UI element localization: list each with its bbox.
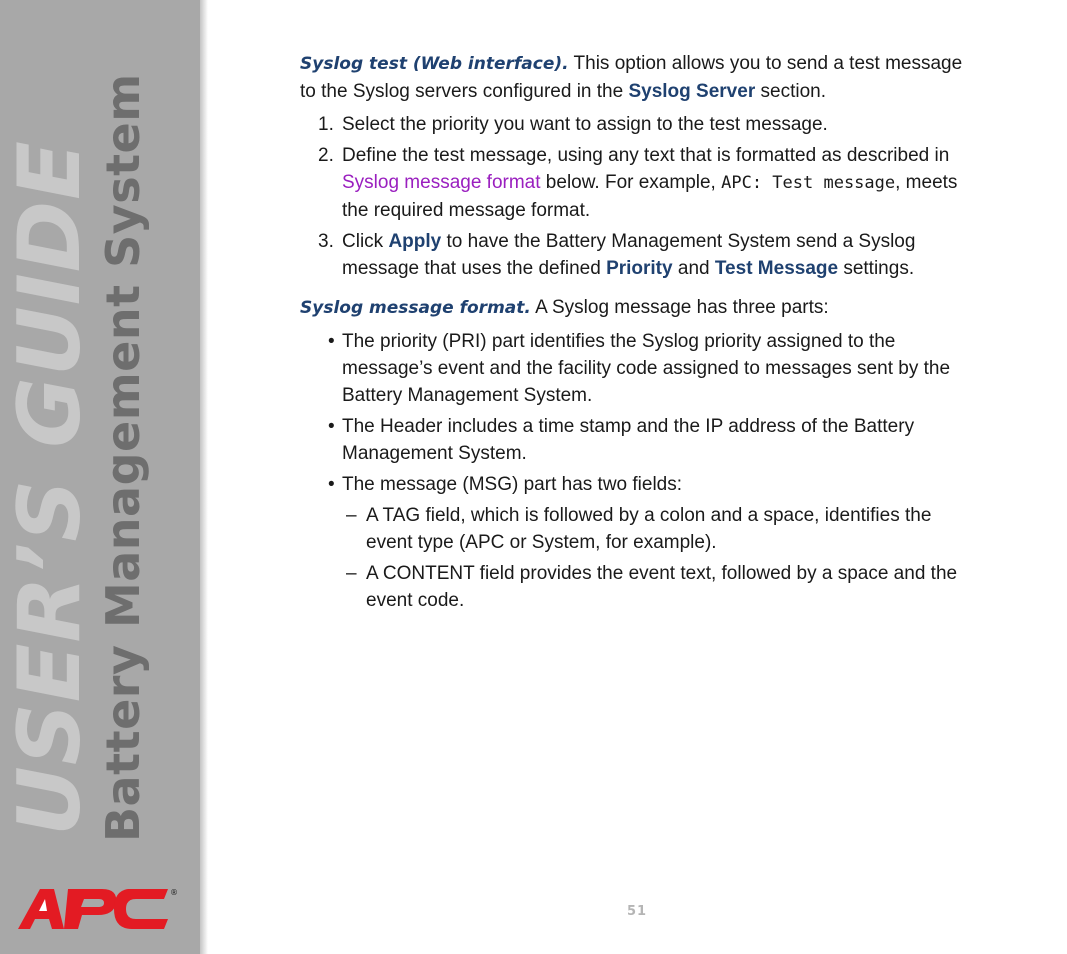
sidebar-shadow: [200, 0, 208, 954]
bullet-text: The Header includes a time stamp and the IP address of the Battery Management System.: [342, 416, 915, 464]
dash-marker: –: [346, 505, 357, 526]
step-3: [300, 228, 980, 282]
syslog-server-term: Syslog Server: [628, 81, 756, 102]
syslog-format-intro: A Syslog message has three parts:: [530, 297, 829, 318]
bullet-marker: •: [328, 474, 335, 495]
bullet-text: The priority (PRI) part identifies the Syslog priority assigned to the message’s event and the facility code assigned to messages sent by the Battery Management System.: [342, 331, 951, 406]
step-2: [300, 142, 980, 224]
page-number: 51: [626, 904, 648, 919]
syslog-test-intro-end: section.: [755, 81, 826, 102]
step-number: 2.: [318, 145, 334, 166]
bullet-item: [300, 471, 980, 498]
syslog-format-paragraph: [300, 294, 980, 322]
sub-item-text: A CONTENT field provides the event text, followed by a space and the event code.: [366, 563, 958, 611]
sub-item-text: A TAG field, which is followed by a colon and a space, identifies the event type (APC or System, for example).: [366, 505, 932, 553]
step-text: , meets the required message format.: [342, 172, 958, 221]
priority-term: Priority: [606, 258, 673, 279]
bullet-item: [300, 413, 980, 467]
step-text: Select the priority you want to assign to the test message.: [342, 114, 828, 135]
page-content: [300, 50, 980, 618]
syslog-test-intro: This option allows you to send a test message to the Syslog servers configured in the: [300, 53, 963, 102]
step-text: Click: [342, 231, 389, 252]
test-message-term: Test Message: [714, 258, 839, 279]
syslog-format-heading: Syslog message format.: [300, 298, 531, 318]
apply-term: Apply: [388, 231, 442, 252]
step-text: and: [672, 258, 715, 279]
syslog-test-heading: Syslog test (Web interface).: [300, 54, 569, 74]
step-number: 3.: [318, 231, 334, 252]
guide-title: USER’S GUIDE: [0, 140, 100, 836]
sub-item: [300, 560, 980, 614]
registered-mark: ®: [170, 888, 178, 897]
bullet-marker: •: [328, 331, 335, 352]
bullet-text: The message (MSG) part has two fields:: [342, 474, 683, 495]
apc-logo: [18, 885, 176, 933]
bullet-item: [300, 328, 980, 409]
step-text: to have the Battery Management System send a Syslog message that uses the defined: [342, 231, 916, 279]
step-text: below. For example,: [540, 172, 722, 193]
sub-item: [300, 502, 980, 556]
step-1: [300, 111, 980, 138]
syslog-message-format-link[interactable]: Syslog message format: [342, 172, 541, 193]
step-number: 1.: [318, 114, 334, 135]
guide-subtitle: Battery Management System: [96, 73, 150, 842]
sidebar: [0, 0, 200, 954]
dash-marker: –: [346, 563, 357, 584]
step-text: Define the test message, using any text that is formatted as described in: [342, 145, 950, 166]
example-code: APC: Test message: [721, 173, 896, 193]
syslog-test-paragraph: [300, 50, 980, 105]
bullet-marker: •: [328, 416, 335, 437]
step-text: settings.: [838, 258, 915, 279]
